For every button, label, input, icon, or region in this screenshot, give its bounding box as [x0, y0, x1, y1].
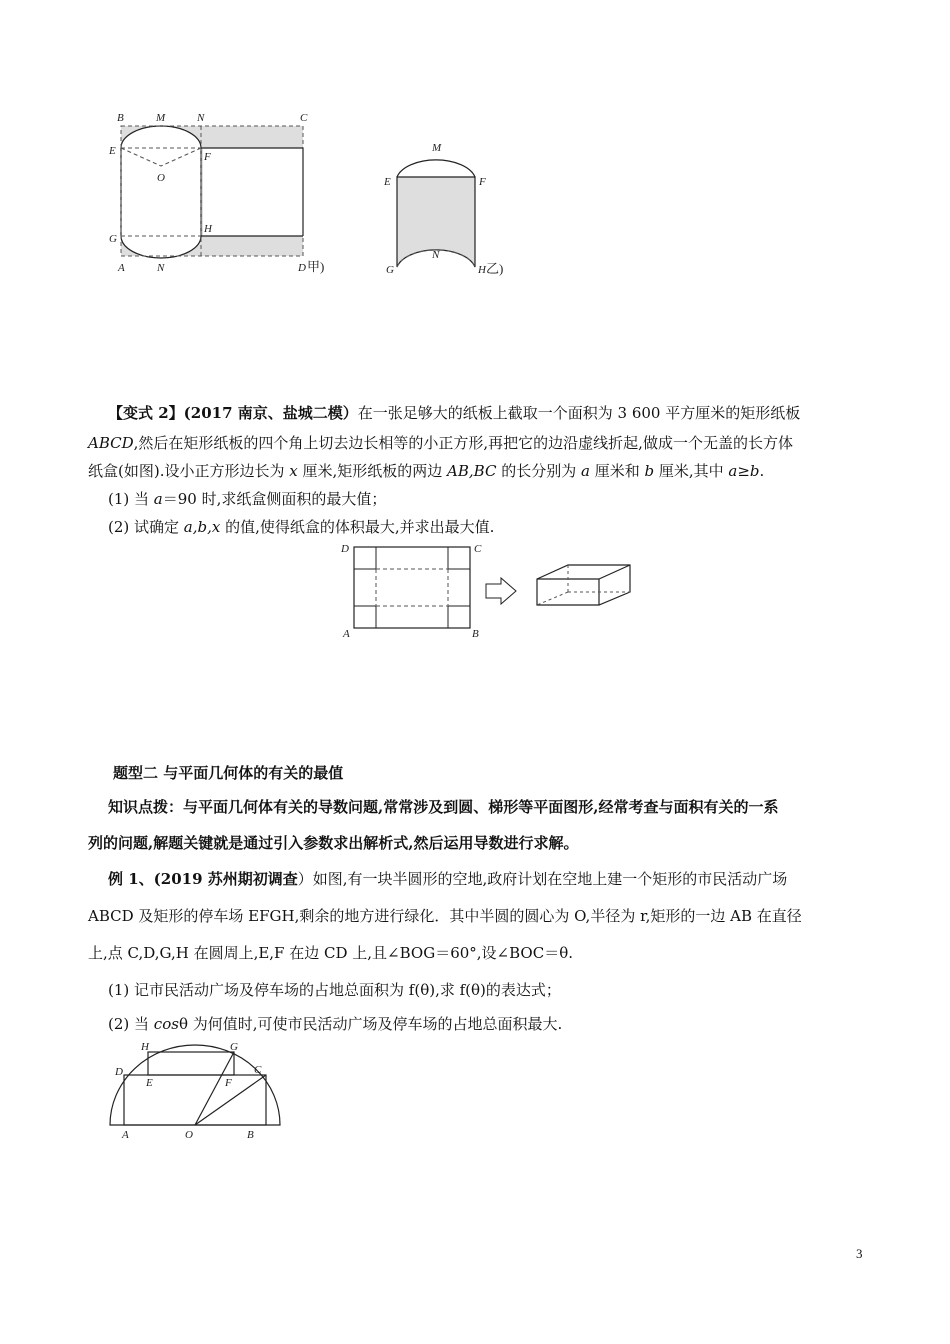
- label-N-top: N: [197, 112, 205, 124]
- text-segment: ＝90 时,求纸盒侧面积的最大值；: [162, 490, 387, 508]
- label-O: O: [157, 172, 165, 184]
- label-C: C: [300, 112, 308, 124]
- variant2-abcd: ABCD: [88, 434, 134, 452]
- label-G: G: [230, 1041, 238, 1053]
- text-segment: 厘米,矩形纸板的两边: [297, 462, 448, 480]
- label-C: C: [254, 1064, 262, 1076]
- label-H: H: [141, 1041, 149, 1053]
- label-E: E: [384, 176, 391, 188]
- text-segment: 的长分别为: [496, 462, 581, 480]
- figure-yi: [380, 136, 530, 282]
- label-A: A: [343, 628, 350, 640]
- variant2-question2: [108, 517, 888, 537]
- figure-semicircle-diagram: [104, 1038, 286, 1146]
- caption-yi: 乙): [486, 261, 504, 276]
- label-C: C: [474, 543, 482, 555]
- label-H: H: [204, 223, 212, 235]
- vars-abx: a,b,x: [183, 518, 221, 536]
- label-D: D: [298, 262, 306, 274]
- text-segment: (2) 当: [108, 1015, 154, 1033]
- variant2-text1: 在一张足够大的纸板上截取一个面积为 3 600 平方厘米的矩形纸板: [357, 404, 801, 422]
- example1-line1: [108, 869, 888, 889]
- label-E: E: [109, 145, 116, 157]
- variant2-line2: [88, 433, 868, 453]
- example1-tag: 例 1、(2019 苏州期初调查: [108, 870, 298, 888]
- section2-heading: 题型二 与平面几何体的有关的最值: [113, 764, 344, 782]
- label-B: B: [247, 1129, 254, 1141]
- label-N: N: [432, 249, 440, 261]
- caption-jia: 甲): [307, 259, 325, 274]
- example1-question2: [108, 1014, 888, 1034]
- figure-jia: [108, 108, 348, 282]
- var-x: x: [289, 462, 298, 480]
- text-segment: 厘米和: [589, 462, 645, 480]
- label-F: F: [479, 176, 486, 188]
- example1-line2: ABCD 及矩形的停车场 EFGH,剩余的地方进行绿化．其中半圆的圆心为 O,半径为 r,矩形的一边 AB 在直径: [88, 907, 802, 925]
- condition: a≥b: [728, 462, 760, 480]
- text-segment: .: [759, 462, 765, 480]
- var-a: a: [580, 462, 590, 480]
- label-A: A: [122, 1129, 129, 1141]
- text-segment: θ 为何值时,可使市民活动广场及停车场的占地总面积最大.: [178, 1015, 563, 1033]
- figure-semicircle: [104, 1038, 286, 1150]
- example1-text1: ）如图,有一块半圆形的空地,政府计划在空地上建一个矩形的市民活动广场: [297, 870, 788, 888]
- figure-box: [338, 538, 638, 650]
- label-O: O: [185, 1129, 193, 1141]
- label-B: B: [472, 628, 479, 640]
- var-ab-bc: AB,BC: [447, 462, 497, 480]
- text-segment: (1) 当: [108, 490, 154, 508]
- label-F: F: [225, 1077, 232, 1089]
- label-G: G: [386, 264, 394, 276]
- label-B: B: [117, 112, 124, 124]
- label-F: F: [204, 151, 211, 163]
- label-H: H: [478, 264, 486, 276]
- variant2-question1: [108, 489, 888, 509]
- example1-line3: 上,点 C,D,G,H 在圆周上,E,F 在边 CD 上,且∠BOG＝60°,设∠BOC＝θ.: [88, 944, 573, 962]
- label-D: D: [115, 1066, 123, 1078]
- label-E: E: [146, 1077, 153, 1089]
- variant2-tag: 【变式 2】: [108, 404, 184, 422]
- variant2-text2: ,然后在矩形纸板的四个角上切去边长相等的小正方形,再把它的边沿虚线折起,做成一个无盖的长方体: [133, 434, 793, 452]
- label-A: A: [118, 262, 125, 274]
- label-D: D: [341, 543, 349, 555]
- variant2-source: (2017 南京、盐城二模）: [183, 404, 358, 422]
- text-segment: 厘米,其中: [654, 462, 729, 480]
- section2-tip-line2: 列的问题,解题关键就是通过引入参数求出解析式,然后运用导数进行求解。: [88, 834, 579, 852]
- text-segment: 纸盒(如图).设小正方形边长为: [88, 462, 290, 480]
- label-N-bottom: N: [157, 262, 165, 274]
- cos-function: cos: [153, 1015, 179, 1033]
- label-G: G: [109, 233, 117, 245]
- figure-box-diagram: [338, 538, 638, 646]
- figure-jia-diagram: [108, 108, 348, 278]
- example1-question1: (1) 记市民活动广场及停车场的占地总面积为 f(θ),求 f(θ)的表达式；: [108, 981, 561, 999]
- page-number: 3: [856, 1246, 863, 1261]
- section2-tip-line1: 知识点拨：与平面几何体有关的导数问题,常常涉及到圆、梯形等平面图形,经常考查与面积有关的一系: [108, 798, 779, 816]
- variant2-line1: [108, 403, 888, 423]
- var-b: b: [644, 462, 655, 480]
- figure-yi-diagram: [380, 136, 530, 278]
- text-segment: 的值,使得纸盒的体积最大,并求出最大值.: [220, 518, 495, 536]
- text-segment: (2) 试确定: [108, 518, 184, 536]
- variant2-line3: [88, 461, 868, 481]
- label-M: M: [432, 142, 442, 154]
- var-a: a: [153, 490, 163, 508]
- label-M: M: [156, 112, 166, 124]
